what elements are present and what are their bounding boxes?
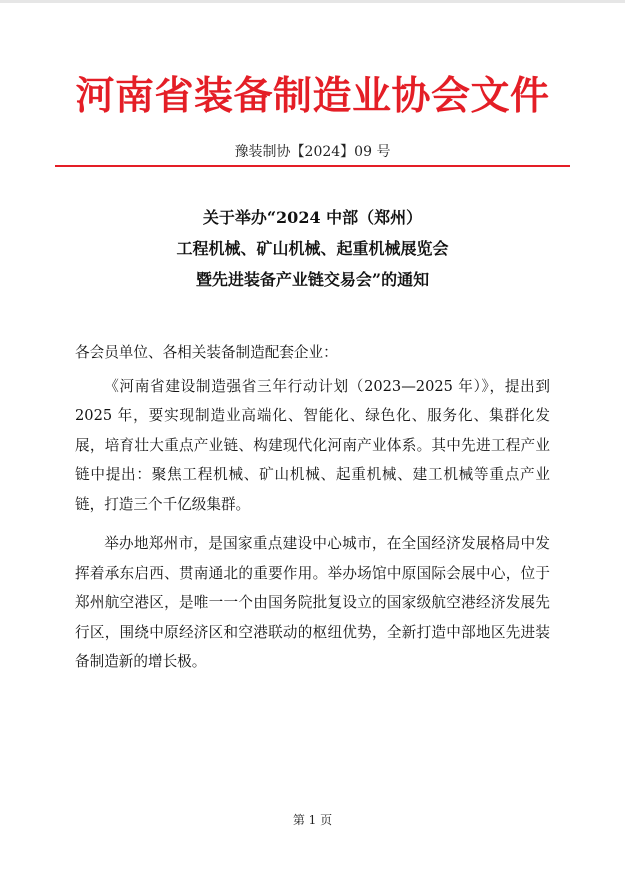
body-paragraph-1: 《河南省建设制造强省三年行动计划（2023—2025 年）》，提出到 2025 年，要实现制造业高端化、智能化、绿色化、服务化、集群化发展，培育壮大重点产业链、构建现代化河南产业体系。其中先进工程产业链中提出：聚焦工程机械、矿山机械、起重机械、建工机械等重点产业链，打造三个千亿级集群。 (75, 377, 550, 513)
subject-line-1: 关于举办“2024 中部（郑州） (202, 208, 423, 227)
body-paragraph-2: 举办地郑州市，是国家重点建设中心城市，在全国经济发展格局中发挥着承东启西、贯南通北的重要作用。举办场馆中原国际会展中心，位于郑州航空港区，是唯一一个由国务院批复设立的国家级航空港经济发展先行区，围绕中原经济区和空港联动的枢纽优势，全新打造中部地区先进装备制造新的增长极。 (75, 535, 550, 670)
salutation: 各会员单位、各相关装备制造配套企业： (75, 344, 338, 361)
document-number: 豫装制协【2024】09 号 (234, 144, 391, 160)
subject-line-2: 工程机械、矿山机械、起重机械展览会 (176, 239, 449, 258)
page-number: 第 1 页 (292, 813, 333, 827)
document-header-title: 河南省装备制造业协会文件 (75, 74, 550, 119)
page-top-edge (0, 0, 625, 3)
notice-subject (0, 202, 625, 295)
header-red-rule (55, 165, 570, 167)
notice-body (75, 338, 550, 677)
subject-line-3: 暨先进装备产业链交易会”的通知 (195, 270, 430, 289)
